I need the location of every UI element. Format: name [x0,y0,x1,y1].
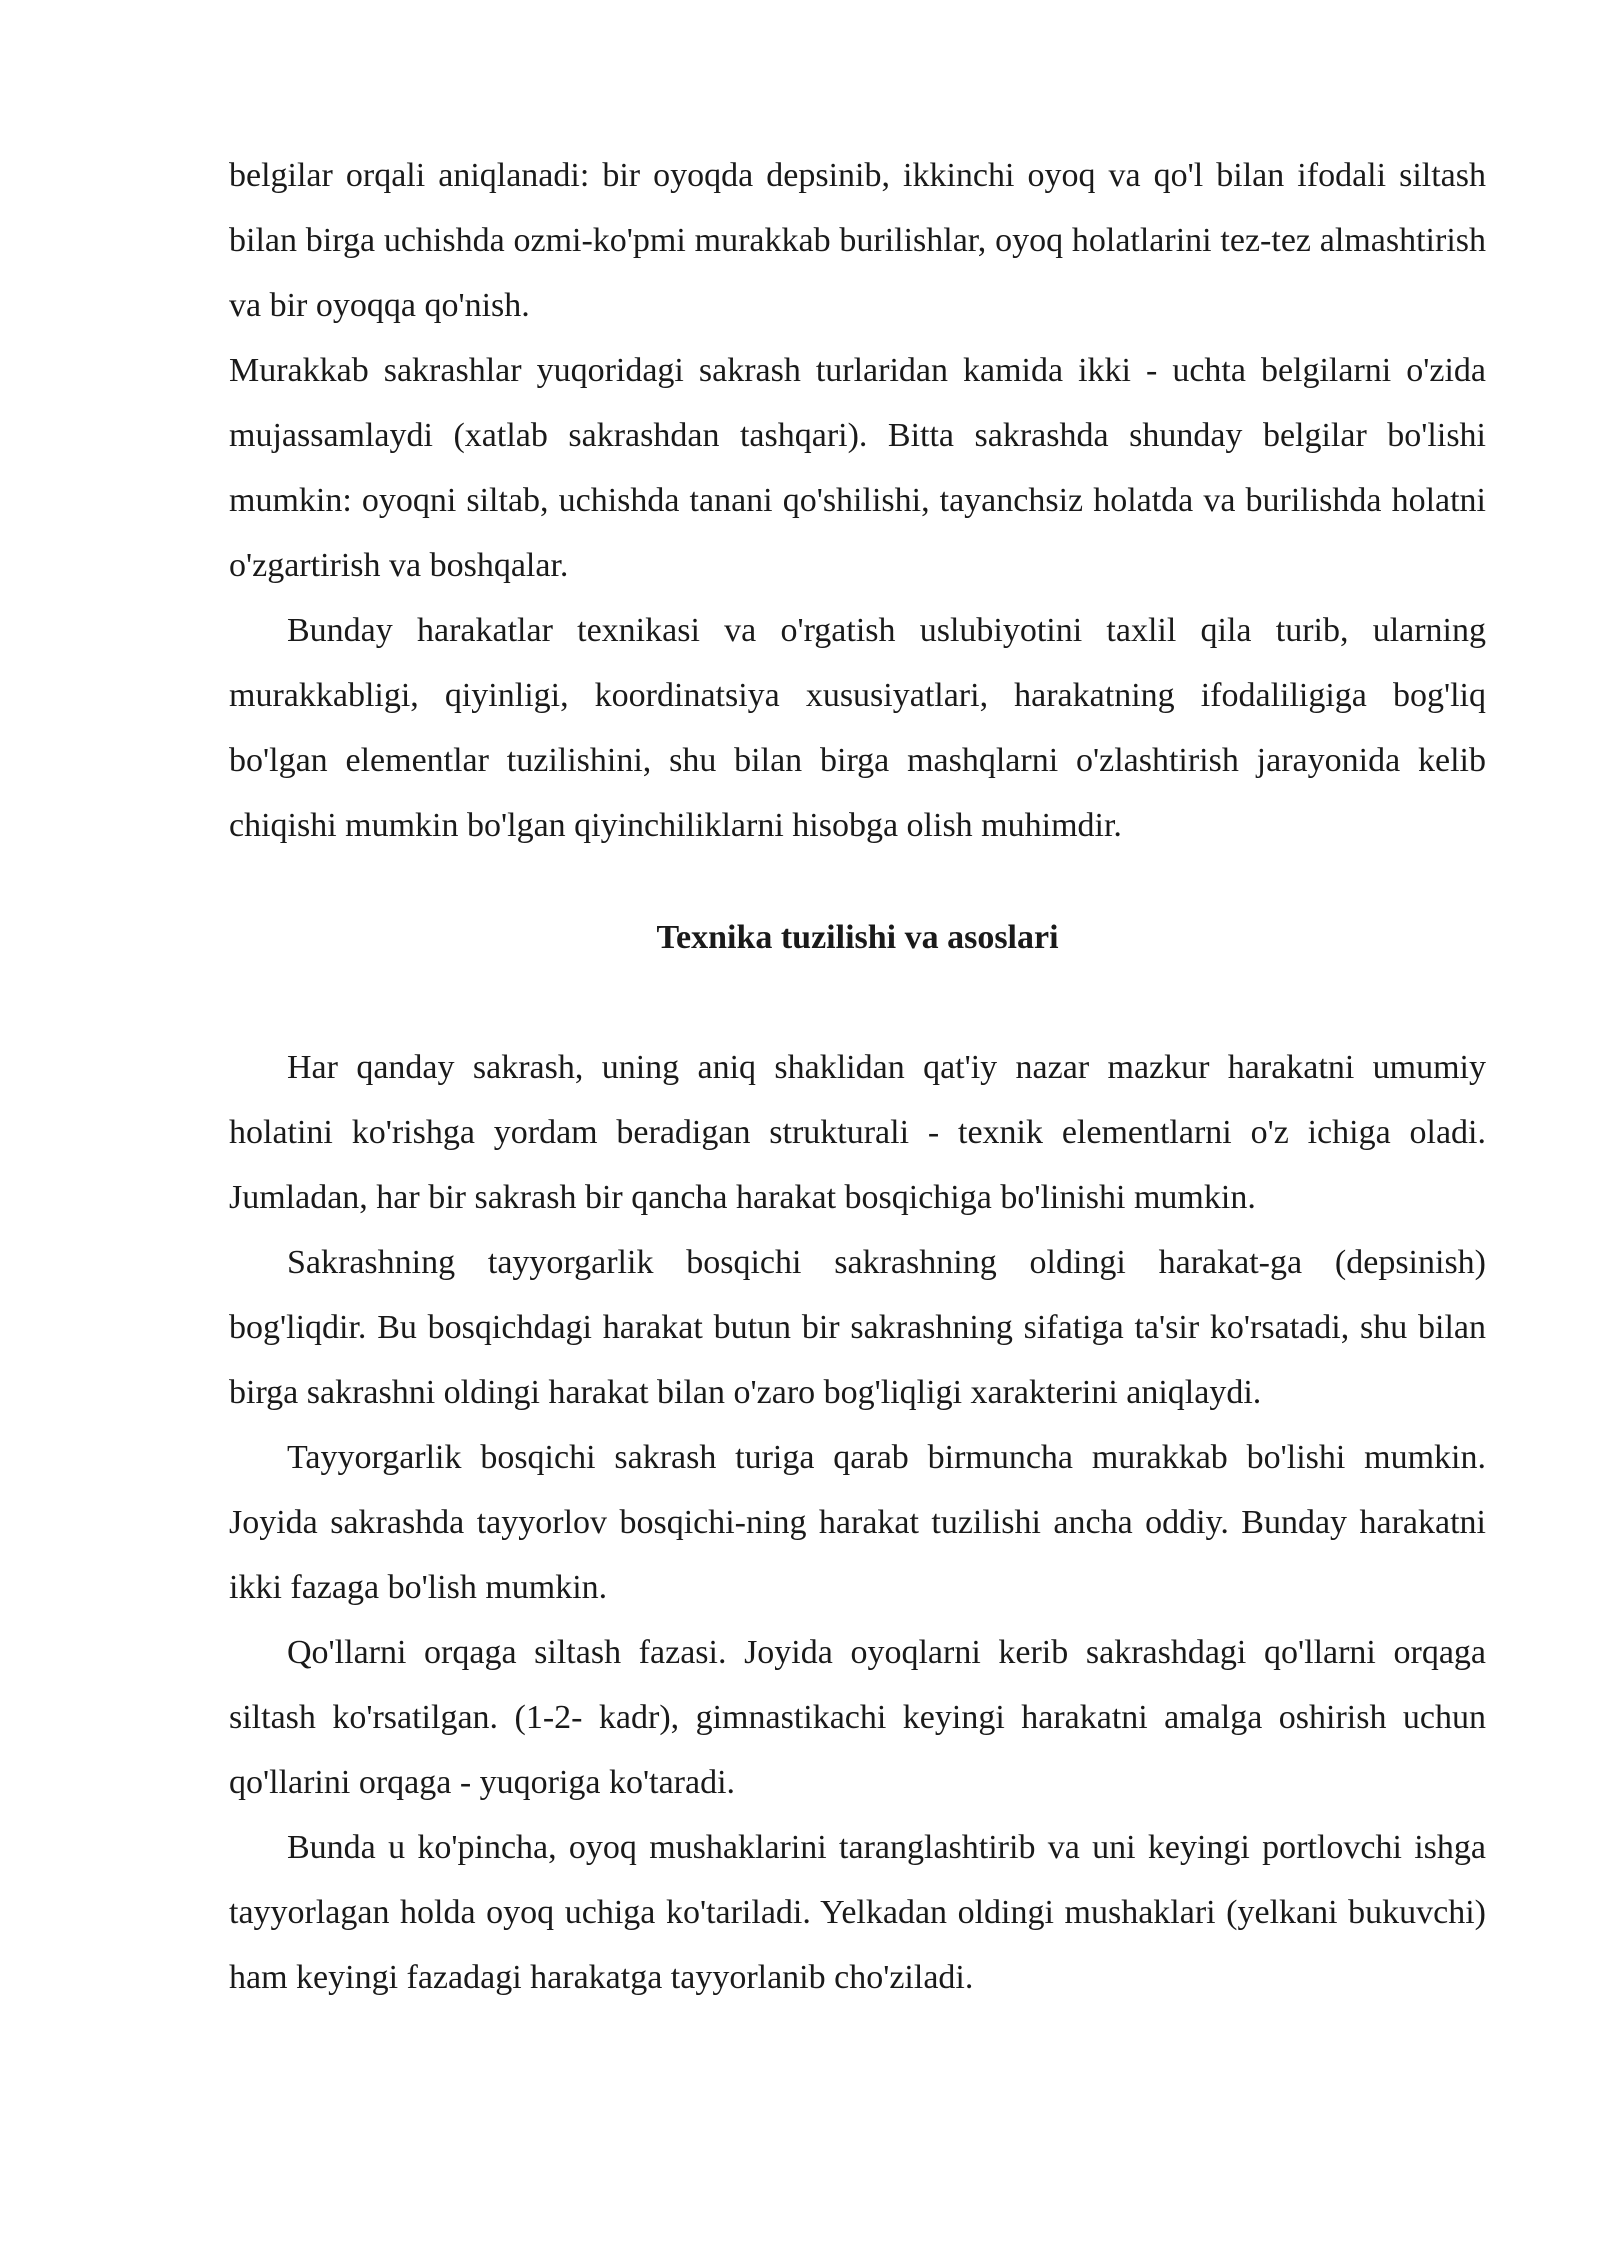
paragraph-technique-analysis: Bunday harakatlar texnikasi va o'rgatish uslubiyotini taxlil qila turib, ularning murakkabligi, qiyinligi, koordinatsiya xususiyatlari, harakatning ifodaliligiga bog'liq bo'lgan elementlar tuzilishini, shu bilan birga mashqlarni o'zlashtirish jarayonida kelib chiqishi mumkin bo'lgan qiyinchiliklarni hisobga olish muhimdir. [229,612,1486,844]
section-heading: Texnika tuzilishi va asoslari [656,919,1059,956]
spacer [229,858,1486,905]
paragraph-structural-elements: Har qanday sakrash, uning aniq shaklidan qat'iy nazar mazkur harakatni umumiy holatini ko'rishga yordam beradigan strukturali - texnik elementlarni o'z ichiga oladi. Jumladan, har bir sakrash bir qancha harakat bosqichiga bo'linishi mumkin. [229,1049,1486,1216]
paragraph-muscle-tension: Bunda u ko'pincha, oyoq mushaklarini taranglashtirib va uni keyingi portlovchi ishga tayyorlagan holda oyoq uchiga ko'tariladi. Yelkadan oldingi mushaklari (yelkani bukuvchi) ham keyingi fazadagi harakatga tayyorlanib cho'ziladi. [229,1829,1486,1996]
paragraph-preparation-phase: Sakrashning tayyorgarlik bosqichi sakrashning oldingi harakat-ga (depsinish) bog'liqdir. Bu bosqichdagi harakat butun bir sakrashning sifatiga ta'sir ko'rsatadi, shu bilan birga sakrashni oldingi harakat bilan o'zaro bog'liqligi xarakterini aniqlaydi. [229,1244,1486,1411]
paragraph-arm-swing-phase: Qo'llarni orqaga siltash fazasi. Joyida oyoqlarni kerib sakrashdagi qo'llarni orqaga siltash ko'rsatilgan. (1-2- kadr), gimnastikachi keyingi harakatni amalga oshirish uchun qo'llarini orqaga - yuqoriga ko'taradi. [229,1634,1486,1801]
paragraph-preparation-complexity: Tayyorgarlik bosqichi sakrash turiga qarab birmuncha murakkab bo'lishi mumkin. Joyida sakrashda tayyorlov bosqichi-ning harakat tuzilishi ancha oddiy. Bunday harakatni ikki fazaga bo'lish mumkin. [229,1439,1486,1606]
spacer [229,970,1486,1035]
paragraph-complex-jumps: Murakkab sakrashlar yuqoridagi sakrash turlaridan kamida ikki - uchta belgilarni o'zida mujassamlaydi (xatlab sakrashdan tashqari). Bitta sakrashda shunday belgilar bo'lishi mumkin: oyoqni siltab, uchishda tanani qo'shilishi, tayanchsiz holatda va burilishda holatni o'zgartirish va boshqalar. [229,352,1486,584]
paragraph-continuation: belgilar orqali aniqlanadi: bir oyoqda depsinib, ikkinchi oyoq va qo'l bilan ifodali siltash bilan birga uchishda ozmi-ko'pmi murakkab burilishlar, oyoq holatlarini tez-tez almashtirish va bir oyoqqa qo'nish. [229,157,1486,324]
document-page [229,143,1486,2010]
